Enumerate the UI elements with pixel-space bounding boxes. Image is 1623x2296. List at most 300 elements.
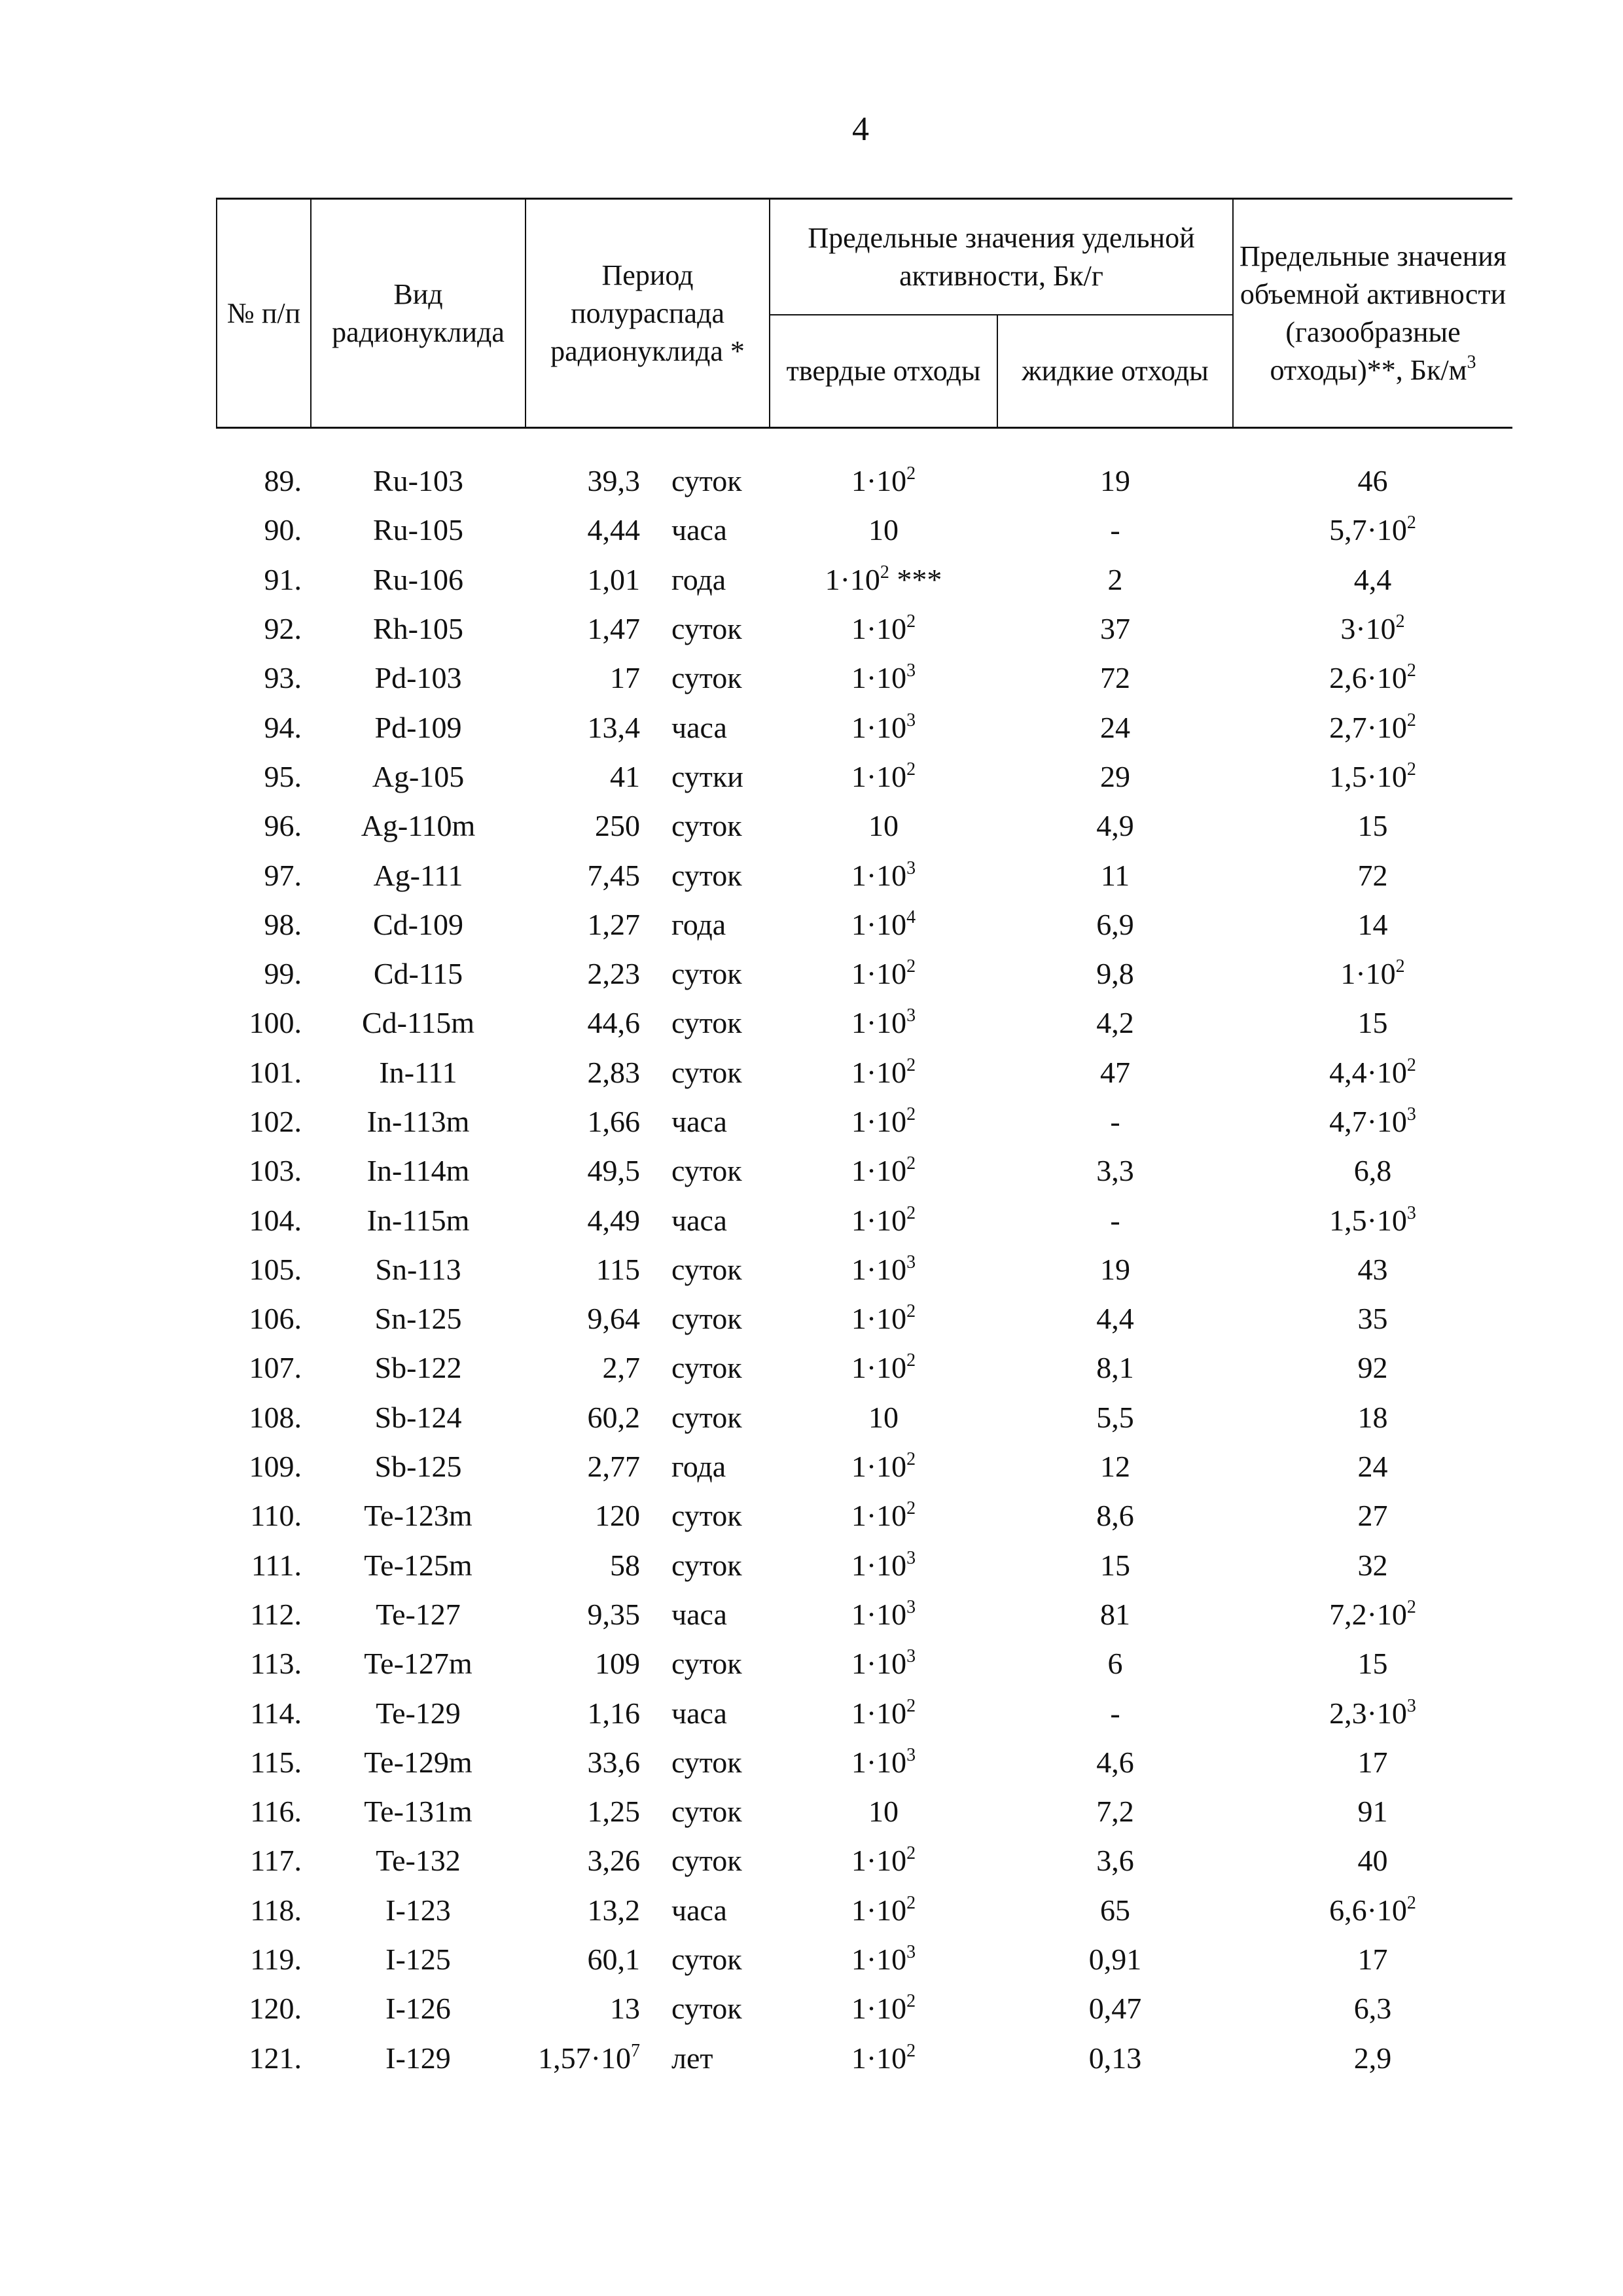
half-life-unit: суток	[671, 858, 742, 892]
gas-exponent: 2	[1406, 1892, 1416, 1913]
table-row	[217, 1935, 1512, 1984]
gas-waste-limit	[1233, 1639, 1512, 1688]
solid-waste-limit	[770, 1245, 997, 1294]
solid-mantissa: 1·10	[851, 1943, 907, 1977]
half-life-mantissa: 13,2	[587, 1893, 640, 1927]
half-life-unit: часа	[671, 1203, 727, 1237]
half-life-value	[526, 555, 654, 604]
row-number: 120.	[249, 1992, 302, 2026]
liquid-waste-limit: 4,2	[1096, 1006, 1134, 1040]
half-life-value	[526, 2034, 654, 2083]
nuclide-name: Ag-105	[372, 759, 465, 793]
table-row	[217, 456, 1512, 505]
half-life-value	[526, 1343, 654, 1392]
solid-mantissa: 1·10	[851, 1105, 907, 1138]
gas-waste-limit	[1233, 801, 1512, 850]
solid-mantissa: 1·10	[851, 1203, 907, 1237]
nuclide-name: Ru-106	[373, 562, 463, 596]
header-specific-activity: Предельные значения удельной активности, Бк/г	[770, 199, 1233, 315]
liquid-waste-limit: 6,9	[1096, 907, 1134, 941]
gas-mantissa: 2,9	[1353, 2041, 1392, 2075]
nuclide-name: I-129	[385, 2041, 451, 2075]
solid-waste-limit	[770, 1393, 997, 1442]
solid-waste-limit	[770, 1442, 997, 1491]
gas-mantissa: 4,4·10	[1329, 1055, 1407, 1089]
row-number: 104.	[249, 1203, 302, 1237]
solid-exponent: 2	[906, 1350, 916, 1371]
solid-mantissa: 1·10	[851, 1893, 907, 1927]
gas-waste-limit	[1233, 1491, 1512, 1540]
solid-mantissa: 10	[868, 809, 899, 843]
half-life-value	[526, 1787, 654, 1836]
gas-mantissa: 3·10	[1340, 612, 1396, 646]
nuclide-name: Sn-113	[375, 1252, 461, 1286]
solid-exponent: 2	[906, 1892, 916, 1913]
gas-waste-limit	[1233, 1836, 1512, 1885]
nuclide-name: Ag-110m	[361, 809, 476, 843]
liquid-waste-limit: 4,9	[1096, 809, 1134, 843]
half-life-mantissa: 9,64	[587, 1302, 640, 1336]
half-life-mantissa: 2,23	[587, 957, 640, 991]
solid-exponent: 2	[906, 759, 916, 780]
row-number: 91.	[264, 562, 302, 596]
row-number: 109.	[249, 1450, 302, 1484]
solid-exponent: 3	[906, 1596, 916, 1617]
row-number: 102.	[249, 1105, 302, 1138]
solid-mantissa: 1·10	[851, 1992, 907, 2026]
liquid-waste-limit: 5,5	[1096, 1400, 1134, 1434]
half-life-value	[526, 702, 654, 751]
gas-mantissa: 7,2·10	[1329, 1597, 1407, 1631]
gas-exponent: 2	[1406, 709, 1416, 730]
table-row	[217, 604, 1512, 653]
spacer-cell	[217, 428, 1512, 457]
gas-waste-limit	[1233, 1294, 1512, 1343]
gas-waste-limit	[1233, 1245, 1512, 1294]
liquid-waste-limit: 8,6	[1096, 1499, 1134, 1533]
row-number: 118.	[250, 1893, 302, 1927]
half-life-value	[526, 505, 654, 554]
half-life-mantissa: 4,49	[587, 1203, 640, 1237]
solid-mantissa: 1·10	[851, 1499, 907, 1533]
solid-mantissa: 10	[868, 1400, 899, 1434]
gas-waste-limit	[1233, 2034, 1512, 2083]
liquid-waste-limit: 0,47	[1088, 1992, 1142, 2026]
table-row	[217, 752, 1512, 801]
gas-exponent: 3	[1406, 1202, 1416, 1223]
half-life-value	[526, 1639, 654, 1688]
gas-waste-limit	[1233, 1195, 1512, 1244]
nuclide-name: Cd-109	[373, 907, 463, 941]
half-life-mantissa: 17	[610, 661, 640, 695]
solid-waste-limit	[770, 1343, 997, 1392]
half-life-value	[526, 1097, 654, 1146]
solid-waste-limit	[770, 752, 997, 801]
gas-mantissa: 17	[1357, 1943, 1388, 1977]
gas-mantissa: 46	[1357, 464, 1388, 498]
solid-mantissa: 1·10	[851, 759, 907, 793]
nuclide-name: Te-123m	[364, 1499, 473, 1533]
nuclide-name: Pd-109	[374, 710, 462, 744]
gas-mantissa: 91	[1357, 1795, 1388, 1829]
solid-mantissa: 1·10	[851, 1696, 907, 1730]
solid-exponent: 2	[906, 611, 916, 632]
half-life-mantissa: 1,16	[587, 1696, 640, 1730]
solid-mantissa: 1·10	[851, 464, 907, 498]
row-number: 117.	[250, 1844, 302, 1878]
gas-mantissa: 2,7·10	[1329, 710, 1407, 744]
half-life-unit: года	[671, 1450, 726, 1484]
nuclide-name: Te-129	[376, 1696, 461, 1730]
header-num: № п/п	[217, 199, 311, 428]
solid-waste-limit	[770, 998, 997, 1047]
half-life-unit: лет	[671, 2041, 713, 2075]
table-row	[217, 1984, 1512, 2033]
gas-mantissa: 92	[1357, 1351, 1388, 1385]
nuclide-name: In-114m	[366, 1154, 470, 1188]
half-life-mantissa: 1,57·10	[538, 2041, 631, 2075]
gas-mantissa: 15	[1357, 1006, 1388, 1040]
solid-exponent: 3	[906, 1547, 916, 1568]
solid-waste-limit	[770, 1787, 997, 1836]
radionuclide-table-container	[216, 198, 1512, 2083]
half-life-unit: суток	[671, 1302, 742, 1336]
table-row	[217, 900, 1512, 949]
half-life-unit: суток	[671, 464, 742, 498]
half-life-value	[526, 1146, 654, 1195]
radionuclide-table	[216, 198, 1512, 2083]
row-number: 116.	[250, 1795, 302, 1829]
gas-mantissa: 2,3·10	[1329, 1696, 1407, 1730]
solid-waste-limit	[770, 2034, 997, 2083]
gas-waste-limit	[1233, 456, 1512, 505]
half-life-value	[526, 1836, 654, 1885]
gas-waste-limit	[1233, 1393, 1512, 1442]
solid-waste-limit	[770, 900, 997, 949]
table-row	[217, 2034, 1512, 2083]
table-row	[217, 1097, 1512, 1146]
solid-waste-limit	[770, 1590, 997, 1639]
gas-exponent: 2	[1406, 759, 1416, 780]
gas-waste-limit	[1233, 1590, 1512, 1639]
header-volumetric-text: Предельные значения объемной активности (газообразные отходы)**, Бк/м	[1240, 240, 1507, 386]
half-life-mantissa: 2,83	[587, 1055, 640, 1089]
gas-waste-limit	[1233, 604, 1512, 653]
row-number: 101.	[249, 1055, 302, 1089]
gas-exponent: 2	[1406, 1596, 1416, 1617]
solid-mantissa: 1·10	[851, 1647, 907, 1681]
row-number: 90.	[264, 513, 302, 547]
half-life-value	[526, 653, 654, 702]
gas-waste-limit	[1233, 900, 1512, 949]
gas-exponent: 2	[1395, 611, 1405, 632]
gas-mantissa: 6,8	[1353, 1154, 1392, 1188]
half-life-value	[526, 801, 654, 850]
header-solid: твердые отходы	[770, 315, 997, 428]
liquid-waste-limit: 3,6	[1096, 1844, 1134, 1878]
row-number: 92.	[264, 612, 302, 646]
half-life-unit: суток	[671, 1548, 742, 1582]
solid-mantissa: 1·10	[851, 1252, 907, 1286]
half-life-mantissa: 13,4	[587, 710, 640, 744]
gas-mantissa: 1,5·10	[1329, 1203, 1407, 1237]
row-number: 121.	[249, 2041, 302, 2075]
gas-waste-limit	[1233, 1688, 1512, 1737]
gas-waste-limit	[1233, 1442, 1512, 1491]
gas-waste-limit	[1233, 653, 1512, 702]
solid-mantissa: 1·10	[851, 2041, 907, 2075]
liquid-waste-limit: -	[1110, 513, 1120, 547]
page-number: 4	[852, 111, 869, 148]
solid-mantissa: 1·10	[851, 957, 907, 991]
gas-mantissa: 72	[1357, 858, 1388, 892]
solid-mantissa: 1·10	[851, 858, 907, 892]
liquid-waste-limit: 24	[1100, 710, 1131, 744]
row-number: 93.	[264, 661, 302, 695]
nuclide-name: Ru-105	[373, 513, 463, 547]
half-life-unit: суток	[671, 1154, 742, 1188]
header-spacer	[217, 428, 1512, 457]
half-life-unit: часа	[671, 1105, 727, 1138]
half-life-mantissa: 2,7	[602, 1351, 640, 1385]
half-life-value	[526, 1393, 654, 1442]
row-number: 97.	[264, 858, 302, 892]
liquid-waste-limit: 4,6	[1096, 1745, 1134, 1779]
half-life-mantissa: 44,6	[587, 1006, 640, 1040]
solid-exponent: 2	[906, 2040, 916, 2061]
header-volumetric-sup: 3	[1467, 351, 1476, 372]
gas-waste-limit	[1233, 1048, 1512, 1097]
solid-waste-limit	[770, 1541, 997, 1590]
half-life-mantissa: 1,27	[587, 907, 640, 941]
solid-waste-limit	[770, 1639, 997, 1688]
half-life-unit: суток	[671, 1745, 742, 1779]
half-life-value	[526, 949, 654, 998]
gas-waste-limit	[1233, 1984, 1512, 2033]
half-life-unit: часа	[671, 1893, 727, 1927]
table-row	[217, 1836, 1512, 1885]
row-number: 110.	[250, 1499, 302, 1533]
liquid-waste-limit: 12	[1100, 1450, 1131, 1484]
half-life-unit: суток	[671, 1499, 742, 1533]
gas-waste-limit	[1233, 1738, 1512, 1787]
liquid-waste-limit: 65	[1100, 1893, 1131, 1927]
nuclide-name: Pd-103	[374, 661, 462, 695]
nuclide-name: Te-131m	[364, 1795, 473, 1829]
half-life-value	[526, 1442, 654, 1491]
solid-mantissa: 1·10	[851, 1154, 907, 1188]
solid-mantissa: 1·10	[851, 1745, 907, 1779]
solid-waste-limit	[770, 949, 997, 998]
gas-waste-limit	[1233, 1787, 1512, 1836]
gas-waste-limit	[1233, 1935, 1512, 1984]
table-row	[217, 801, 1512, 850]
gas-waste-limit	[1233, 702, 1512, 751]
solid-exponent: 2	[906, 1449, 916, 1470]
solid-waste-limit	[770, 801, 997, 850]
nuclide-name: Te-127m	[364, 1647, 473, 1681]
half-life-unit: часа	[671, 1597, 727, 1631]
table-row	[217, 1738, 1512, 1787]
table-row	[217, 555, 1512, 604]
row-number: 98.	[264, 907, 302, 941]
half-life-exponent: 7	[631, 2040, 640, 2061]
table-row	[217, 1343, 1512, 1392]
row-number: 106.	[249, 1302, 302, 1336]
solid-waste-limit	[770, 1738, 997, 1787]
half-life-mantissa: 13	[610, 1992, 640, 2026]
half-life-value	[526, 1491, 654, 1540]
table-row	[217, 1787, 1512, 1836]
solid-mantissa: 1·10	[825, 562, 880, 596]
table-row	[217, 702, 1512, 751]
row-number: 103.	[249, 1154, 302, 1188]
table-row	[217, 1541, 1512, 1590]
gas-waste-limit	[1233, 505, 1512, 554]
gas-mantissa: 40	[1357, 1844, 1388, 1878]
solid-mantissa: 1·10	[851, 1302, 907, 1336]
half-life-value	[526, 1541, 654, 1590]
gas-mantissa: 27	[1357, 1499, 1388, 1533]
half-life-unit: часа	[671, 710, 727, 744]
solid-waste-limit	[770, 555, 997, 604]
solid-mantissa: 1·10	[851, 1006, 907, 1040]
liquid-waste-limit: 0,13	[1088, 2041, 1142, 2075]
row-number: 114.	[250, 1696, 302, 1730]
gas-exponent: 3	[1406, 1104, 1416, 1124]
liquid-waste-limit: 9,8	[1096, 957, 1134, 991]
half-life-mantissa: 1,47	[587, 612, 640, 646]
gas-waste-limit	[1233, 850, 1512, 899]
solid-exponent: 3	[906, 709, 916, 730]
half-life-value	[526, 1935, 654, 1984]
solid-mantissa: 1·10	[851, 661, 907, 695]
gas-exponent: 2	[1406, 1054, 1416, 1075]
gas-mantissa: 32	[1357, 1548, 1388, 1582]
half-life-value	[526, 1048, 654, 1097]
nuclide-name: In-111	[379, 1055, 457, 1089]
solid-exponent: 3	[906, 1005, 916, 1026]
liquid-waste-limit: 8,1	[1096, 1351, 1134, 1385]
nuclide-name: Rh-105	[373, 612, 463, 646]
table-row	[217, 1393, 1512, 1442]
solid-exponent: 2	[880, 562, 889, 583]
row-number: 119.	[250, 1943, 302, 1977]
liquid-waste-limit: 4,4	[1096, 1302, 1134, 1336]
half-life-value	[526, 1738, 654, 1787]
table-row	[217, 1245, 1512, 1294]
solid-exponent: 3	[906, 660, 916, 681]
solid-waste-limit	[770, 1294, 997, 1343]
half-life-unit: часа	[671, 513, 727, 547]
table-row	[217, 1195, 1512, 1244]
half-life-unit: часа	[671, 1696, 727, 1730]
half-life-value	[526, 604, 654, 653]
solid-waste-limit	[770, 1935, 997, 1984]
gas-exponent: 2	[1406, 660, 1416, 681]
half-life-mantissa: 33,6	[587, 1745, 640, 1779]
gas-exponent: 2	[1395, 956, 1405, 977]
solid-waste-limit	[770, 1688, 997, 1737]
gas-mantissa: 43	[1357, 1252, 1388, 1286]
nuclide-name: Sb-125	[374, 1450, 462, 1484]
header-volumetric-activity	[1233, 199, 1512, 428]
half-life-value	[526, 850, 654, 899]
half-life-mantissa: 9,35	[587, 1597, 640, 1631]
nuclide-name: Te-129m	[364, 1745, 473, 1779]
solid-mantissa: 1·10	[851, 710, 907, 744]
half-life-mantissa: 2,77	[587, 1450, 640, 1484]
half-life-unit: суток	[671, 1844, 742, 1878]
half-life-value	[526, 1984, 654, 2033]
half-life-mantissa: 49,5	[587, 1154, 640, 1188]
solid-exponent: 4	[906, 906, 916, 927]
half-life-unit: суток	[671, 1992, 742, 2026]
gas-waste-limit	[1233, 1886, 1512, 1935]
half-life-value	[526, 456, 654, 505]
solid-exponent: 2	[906, 1301, 916, 1322]
table-row	[217, 1442, 1512, 1491]
table-body	[217, 428, 1512, 2083]
gas-mantissa: 6,6·10	[1329, 1893, 1407, 1927]
nuclide-name: In-113m	[366, 1105, 470, 1138]
liquid-waste-limit: 19	[1100, 464, 1131, 498]
solid-footnote-mark: ***	[889, 562, 942, 596]
half-life-mantissa: 41	[610, 759, 640, 793]
nuclide-name: Sb-122	[374, 1351, 462, 1385]
solid-waste-limit	[770, 505, 997, 554]
solid-mantissa: 1·10	[851, 612, 907, 646]
half-life-unit: суток	[671, 957, 742, 991]
gas-mantissa: 4,4	[1353, 562, 1392, 596]
table-row	[217, 850, 1512, 899]
gas-waste-limit	[1233, 998, 1512, 1047]
nuclide-name: Cd-115	[373, 957, 463, 991]
nuclide-name: In-115m	[366, 1203, 470, 1237]
liquid-waste-limit: 81	[1100, 1597, 1131, 1631]
half-life-mantissa: 250	[595, 809, 640, 843]
solid-mantissa: 10	[868, 513, 899, 547]
nuclide-name: Ag-111	[373, 858, 463, 892]
liquid-waste-limit: 7,2	[1096, 1795, 1134, 1829]
liquid-waste-limit: 37	[1100, 612, 1131, 646]
gas-waste-limit	[1233, 1343, 1512, 1392]
half-life-unit: суток	[671, 1252, 742, 1286]
gas-mantissa: 1·10	[1340, 957, 1396, 991]
row-number: 112.	[250, 1597, 302, 1631]
half-life-mantissa: 1,01	[587, 562, 640, 596]
table-row	[217, 653, 1512, 702]
gas-mantissa: 14	[1357, 907, 1388, 941]
nuclide-name: Te-127	[376, 1597, 461, 1631]
liquid-waste-limit: 2	[1107, 562, 1123, 596]
table-row	[217, 1146, 1512, 1195]
half-life-value	[526, 1688, 654, 1737]
gas-mantissa: 17	[1357, 1745, 1388, 1779]
solid-exponent: 3	[906, 1942, 916, 1963]
half-life-mantissa: 39,3	[587, 464, 640, 498]
table-row	[217, 1590, 1512, 1639]
gas-mantissa: 15	[1357, 1647, 1388, 1681]
half-life-unit: суток	[671, 1400, 742, 1434]
table-row	[217, 505, 1512, 554]
table-row	[217, 1886, 1512, 1935]
row-number: 96.	[264, 809, 302, 843]
gas-exponent: 3	[1406, 1695, 1416, 1716]
header-liquid: жидкие отходы	[997, 315, 1233, 428]
gas-mantissa: 24	[1357, 1450, 1388, 1484]
gas-waste-limit	[1233, 949, 1512, 998]
